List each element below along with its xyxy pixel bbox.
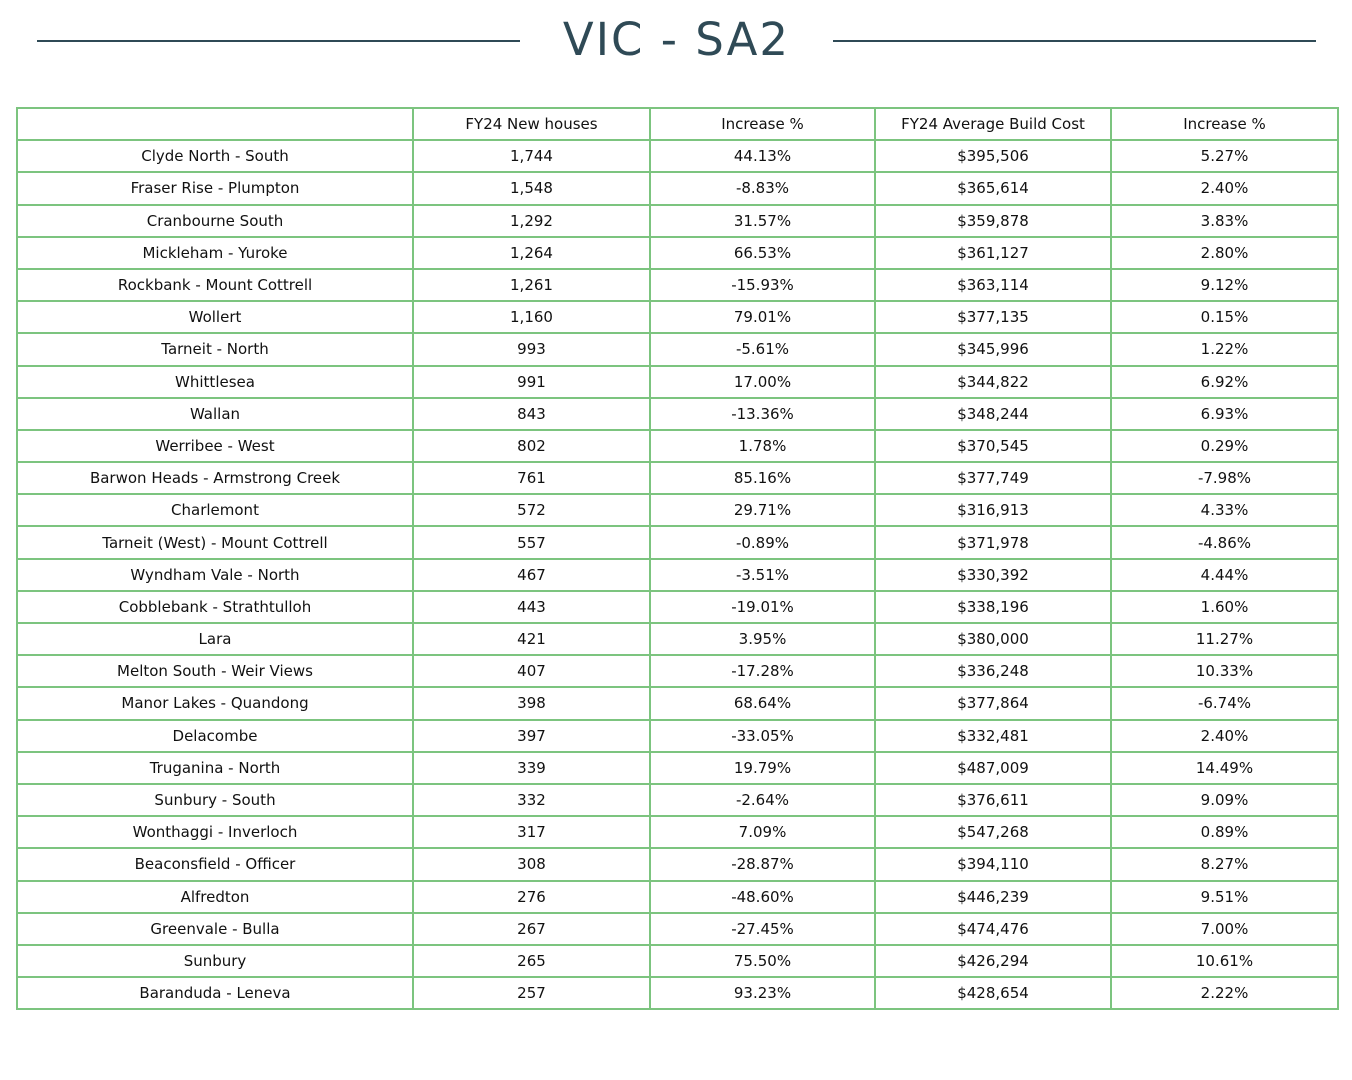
table-row: [17, 720, 1338, 752]
cost-increase-cell: 5.27%: [1111, 140, 1338, 172]
cost-increase-cell: 9.12%: [1111, 269, 1338, 301]
new-houses-cell: 1,264: [413, 237, 650, 269]
houses-increase-cell: -15.93%: [650, 269, 875, 301]
build-cost-cell: $330,392: [875, 559, 1111, 591]
cost-increase-cell: 0.89%: [1111, 816, 1338, 848]
table-row: [17, 205, 1338, 237]
houses-increase-cell: 1.78%: [650, 430, 875, 462]
region-cell: Clyde North - South: [17, 140, 413, 172]
sa2-table: [16, 107, 1339, 1010]
build-cost-cell: $344,822: [875, 366, 1111, 398]
new-houses-cell: 467: [413, 559, 650, 591]
cost-increase-cell: 2.80%: [1111, 237, 1338, 269]
houses-increase-cell: 31.57%: [650, 205, 875, 237]
region-cell: Wallan: [17, 398, 413, 430]
houses-increase-cell: 19.79%: [650, 752, 875, 784]
houses-increase-cell: 3.95%: [650, 623, 875, 655]
build-cost-cell: $377,749: [875, 462, 1111, 494]
new-houses-cell: 317: [413, 816, 650, 848]
table-row: [17, 430, 1338, 462]
table-row: [17, 945, 1338, 977]
houses-increase-cell: -28.87%: [650, 848, 875, 880]
header-cell-new-houses: FY24 New houses: [413, 108, 650, 140]
build-cost-cell: $395,506: [875, 140, 1111, 172]
title-rule-right: [833, 40, 1316, 42]
build-cost-cell: $361,127: [875, 237, 1111, 269]
houses-increase-cell: 7.09%: [650, 816, 875, 848]
build-cost-cell: $377,864: [875, 687, 1111, 719]
table-row: [17, 977, 1338, 1009]
region-cell: Sunbury: [17, 945, 413, 977]
region-cell: Barwon Heads - Armstrong Creek: [17, 462, 413, 494]
table-body: [17, 140, 1338, 1009]
region-cell: Greenvale - Bulla: [17, 913, 413, 945]
build-cost-cell: $547,268: [875, 816, 1111, 848]
table-row: [17, 784, 1338, 816]
new-houses-cell: 1,548: [413, 172, 650, 204]
houses-increase-cell: 68.64%: [650, 687, 875, 719]
new-houses-cell: 265: [413, 945, 650, 977]
table-row: [17, 526, 1338, 558]
build-cost-cell: $332,481: [875, 720, 1111, 752]
region-cell: Beaconsfield - Officer: [17, 848, 413, 880]
table-row: [17, 494, 1338, 526]
region-cell: Alfredton: [17, 881, 413, 913]
houses-increase-cell: 79.01%: [650, 301, 875, 333]
new-houses-cell: 257: [413, 977, 650, 1009]
table-row: [17, 237, 1338, 269]
region-cell: Cranbourne South: [17, 205, 413, 237]
houses-increase-cell: -19.01%: [650, 591, 875, 623]
houses-increase-cell: -2.64%: [650, 784, 875, 816]
new-houses-cell: 1,261: [413, 269, 650, 301]
cost-increase-cell: 9.51%: [1111, 881, 1338, 913]
houses-increase-cell: 44.13%: [650, 140, 875, 172]
build-cost-cell: $474,476: [875, 913, 1111, 945]
build-cost-cell: $394,110: [875, 848, 1111, 880]
cost-increase-cell: -6.74%: [1111, 687, 1338, 719]
houses-increase-cell: -13.36%: [650, 398, 875, 430]
houses-increase-cell: 66.53%: [650, 237, 875, 269]
cost-increase-cell: 9.09%: [1111, 784, 1338, 816]
region-cell: Tarneit - North: [17, 333, 413, 365]
region-cell: Werribee - West: [17, 430, 413, 462]
table-row: [17, 172, 1338, 204]
build-cost-cell: $376,611: [875, 784, 1111, 816]
table-row: [17, 591, 1338, 623]
cost-increase-cell: 4.44%: [1111, 559, 1338, 591]
new-houses-cell: 1,292: [413, 205, 650, 237]
cost-increase-cell: 6.92%: [1111, 366, 1338, 398]
new-houses-cell: 843: [413, 398, 650, 430]
new-houses-cell: 276: [413, 881, 650, 913]
build-cost-cell: $487,009: [875, 752, 1111, 784]
table-row: [17, 913, 1338, 945]
region-cell: Sunbury - South: [17, 784, 413, 816]
cost-increase-cell: 11.27%: [1111, 623, 1338, 655]
new-houses-cell: 991: [413, 366, 650, 398]
new-houses-cell: 802: [413, 430, 650, 462]
table-row: [17, 623, 1338, 655]
cost-increase-cell: 10.33%: [1111, 655, 1338, 687]
table-row: [17, 655, 1338, 687]
table-row: [17, 848, 1338, 880]
houses-increase-cell: -48.60%: [650, 881, 875, 913]
cost-increase-cell: 2.40%: [1111, 172, 1338, 204]
region-cell: Melton South - Weir Views: [17, 655, 413, 687]
region-cell: Tarneit (West) - Mount Cottrell: [17, 526, 413, 558]
cost-increase-cell: 2.22%: [1111, 977, 1338, 1009]
cost-increase-cell: 0.15%: [1111, 301, 1338, 333]
new-houses-cell: 398: [413, 687, 650, 719]
table-row: [17, 881, 1338, 913]
table-row: [17, 333, 1338, 365]
new-houses-cell: 339: [413, 752, 650, 784]
houses-increase-cell: -5.61%: [650, 333, 875, 365]
region-cell: Lara: [17, 623, 413, 655]
build-cost-cell: $316,913: [875, 494, 1111, 526]
houses-increase-cell: 29.71%: [650, 494, 875, 526]
region-cell: Fraser Rise - Plumpton: [17, 172, 413, 204]
build-cost-cell: $446,239: [875, 881, 1111, 913]
region-cell: Cobblebank - Strathtulloh: [17, 591, 413, 623]
region-cell: Rockbank - Mount Cottrell: [17, 269, 413, 301]
table-row: [17, 462, 1338, 494]
new-houses-cell: 1,744: [413, 140, 650, 172]
region-cell: Manor Lakes - Quandong: [17, 687, 413, 719]
new-houses-cell: 407: [413, 655, 650, 687]
houses-increase-cell: -8.83%: [650, 172, 875, 204]
cost-increase-cell: 1.60%: [1111, 591, 1338, 623]
cost-increase-cell: 3.83%: [1111, 205, 1338, 237]
title-banner: [0, 0, 1352, 82]
table-row: [17, 269, 1338, 301]
build-cost-cell: $428,654: [875, 977, 1111, 1009]
cost-increase-cell: 10.61%: [1111, 945, 1338, 977]
houses-increase-cell: -17.28%: [650, 655, 875, 687]
build-cost-cell: $359,878: [875, 205, 1111, 237]
table-row: [17, 398, 1338, 430]
build-cost-cell: $380,000: [875, 623, 1111, 655]
houses-increase-cell: -0.89%: [650, 526, 875, 558]
header-cell-houses-increase: Increase %: [650, 108, 875, 140]
new-houses-cell: 557: [413, 526, 650, 558]
header-cell-region: [17, 108, 413, 140]
table-row: [17, 140, 1338, 172]
build-cost-cell: $371,978: [875, 526, 1111, 558]
new-houses-cell: 1,160: [413, 301, 650, 333]
cost-increase-cell: 2.40%: [1111, 720, 1338, 752]
new-houses-cell: 993: [413, 333, 650, 365]
new-houses-cell: 443: [413, 591, 650, 623]
header-cell-build-cost: FY24 Average Build Cost: [875, 108, 1111, 140]
region-cell: Wyndham Vale - North: [17, 559, 413, 591]
build-cost-cell: $365,614: [875, 172, 1111, 204]
table-row: [17, 687, 1338, 719]
new-houses-cell: 572: [413, 494, 650, 526]
table-row: [17, 559, 1338, 591]
table-row: [17, 816, 1338, 848]
cost-increase-cell: 6.93%: [1111, 398, 1338, 430]
new-houses-cell: 267: [413, 913, 650, 945]
build-cost-cell: $377,135: [875, 301, 1111, 333]
region-cell: Whittlesea: [17, 366, 413, 398]
build-cost-cell: $345,996: [875, 333, 1111, 365]
houses-increase-cell: -3.51%: [650, 559, 875, 591]
region-cell: Delacombe: [17, 720, 413, 752]
build-cost-cell: $338,196: [875, 591, 1111, 623]
cost-increase-cell: 8.27%: [1111, 848, 1338, 880]
region-cell: Truganina - North: [17, 752, 413, 784]
cost-increase-cell: 7.00%: [1111, 913, 1338, 945]
new-houses-cell: 421: [413, 623, 650, 655]
cost-increase-cell: 0.29%: [1111, 430, 1338, 462]
cost-increase-cell: 14.49%: [1111, 752, 1338, 784]
table-row: [17, 301, 1338, 333]
build-cost-cell: $363,114: [875, 269, 1111, 301]
cost-increase-cell: 4.33%: [1111, 494, 1338, 526]
table-header-row: [17, 108, 1338, 140]
houses-increase-cell: 93.23%: [650, 977, 875, 1009]
cost-increase-cell: 1.22%: [1111, 333, 1338, 365]
build-cost-cell: $370,545: [875, 430, 1111, 462]
houses-increase-cell: -33.05%: [650, 720, 875, 752]
table-row: [17, 752, 1338, 784]
houses-increase-cell: 17.00%: [650, 366, 875, 398]
region-cell: Charlemont: [17, 494, 413, 526]
page-title: VIC - SA2: [562, 13, 791, 66]
region-cell: Wollert: [17, 301, 413, 333]
new-houses-cell: 332: [413, 784, 650, 816]
build-cost-cell: $426,294: [875, 945, 1111, 977]
cost-increase-cell: -7.98%: [1111, 462, 1338, 494]
new-houses-cell: 308: [413, 848, 650, 880]
new-houses-cell: 761: [413, 462, 650, 494]
houses-increase-cell: 85.16%: [650, 462, 875, 494]
build-cost-cell: $348,244: [875, 398, 1111, 430]
table-row: [17, 366, 1338, 398]
houses-increase-cell: -27.45%: [650, 913, 875, 945]
header-cell-cost-increase: Increase %: [1111, 108, 1338, 140]
houses-increase-cell: 75.50%: [650, 945, 875, 977]
build-cost-cell: $336,248: [875, 655, 1111, 687]
region-cell: Mickleham - Yuroke: [17, 237, 413, 269]
cost-increase-cell: -4.86%: [1111, 526, 1338, 558]
title-rule-left: [37, 40, 520, 42]
region-cell: Baranduda - Leneva: [17, 977, 413, 1009]
new-houses-cell: 397: [413, 720, 650, 752]
region-cell: Wonthaggi - Inverloch: [17, 816, 413, 848]
